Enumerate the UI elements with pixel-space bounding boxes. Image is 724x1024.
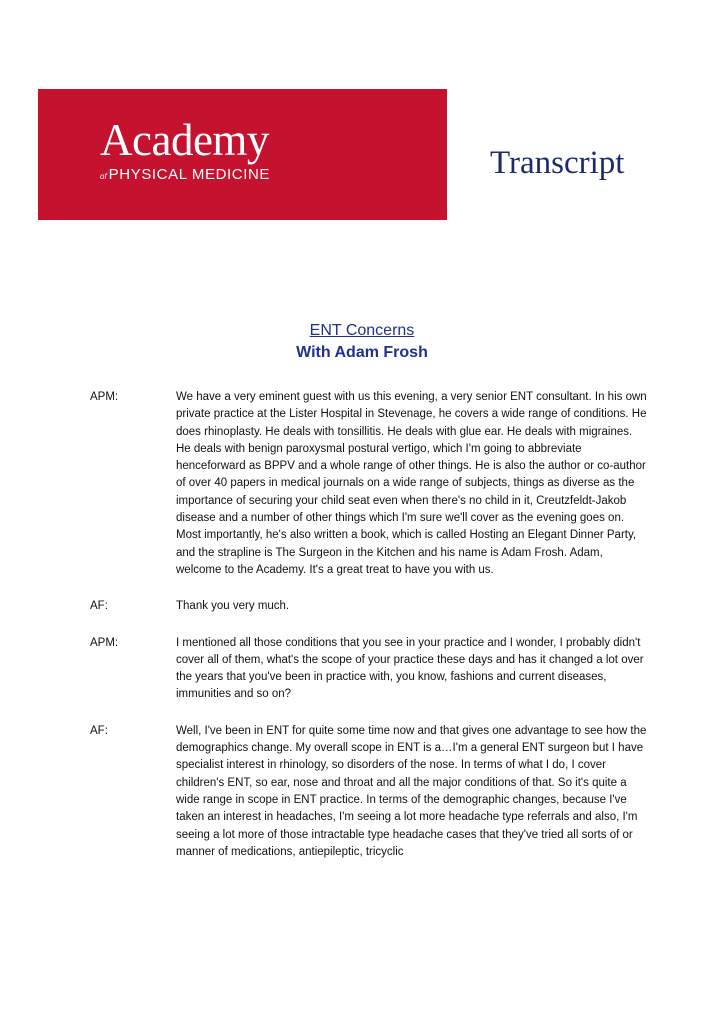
speaker-label: AF: — [90, 600, 108, 613]
speaker-label: AF: — [90, 724, 108, 737]
speaker-label: APM: — [90, 636, 119, 649]
speech-text: I mentioned all those conditions that you see in your practice and I wonder, I probably didn't cover all of them, what's the scope of your practice these days and has it changed a lot over the years that you've been in practice with, you know, fashions and current diseases, immunities and so on? — [176, 636, 644, 701]
logo-subtitle — [100, 166, 270, 186]
speech-text: Well, I've been in ENT for quite some time now and that gives one advantage to see how the demographics change. My overall scope in ENT is a…I'm a general ENT surgeon but I have specialist interest in rhinology, so disorders of the nose. In terms of what I do, I cover children's ENT, so ear, nose and throat and all the major conditions of that. So it's quite a wide range in scope in ENT practice. In terms of the demographic changes, because I've taken an interest in headaches, I'm seeing a lot more headache type referrals and also, I'm seeing a lot more of those intractable type headache cases that they've tried all sorts of or manner of medications, antiepileptic, tricyclic — [176, 724, 647, 858]
transcript-entry — [90, 635, 650, 704]
transcript-entry — [90, 723, 650, 861]
transcript-body — [90, 389, 650, 880]
logo-sub-of: of — [100, 172, 107, 181]
speech-text: We have a very eminent guest with us this evening, a very senior ENT consultant. In his own private practice at the Lister Hospital in Stevenage, he covers a wide range of conditions. He does rhinoplasty. He deals with tonsillitis. He deals with glue ear. He deals with migraines. He deals with benign paroxysmal postural vertigo, which I'm going to abbreviate henceforward as BPPV and a whole range of other things. He is also the author or co-author of over 40 papers in medical journals on a wide range of subjects, things as diverse as the importance of securing your child seat even when there's no child in it, Creutzfeldt-Jakob disease and a number of other things which I'm sure we'll cover as the evening goes on. Most importantly, he's also written a book, which is called Hosting an Elegant Dinner Party, and the strapline is The Surgeon in the Kitchen and his name is Adam Frosh. Adam, welcome to the Academy. It's a great treat to have you with us. — [176, 391, 647, 576]
title-block — [0, 320, 724, 364]
transcript-entry — [90, 389, 650, 579]
academy-logo — [38, 89, 447, 220]
logo-wordmark: Academy — [100, 115, 269, 165]
document-subtitle: With Adam Frosh — [296, 344, 428, 361]
transcript-entry — [90, 598, 650, 615]
speech-text: Thank you very much. — [176, 600, 290, 613]
document-title: ENT Concerns — [309, 322, 415, 339]
speaker-label: APM: — [90, 391, 119, 403]
document-type-heading: Transcript — [490, 145, 625, 181]
logo-sub-text: PHYSICAL MEDICINE — [108, 166, 271, 183]
